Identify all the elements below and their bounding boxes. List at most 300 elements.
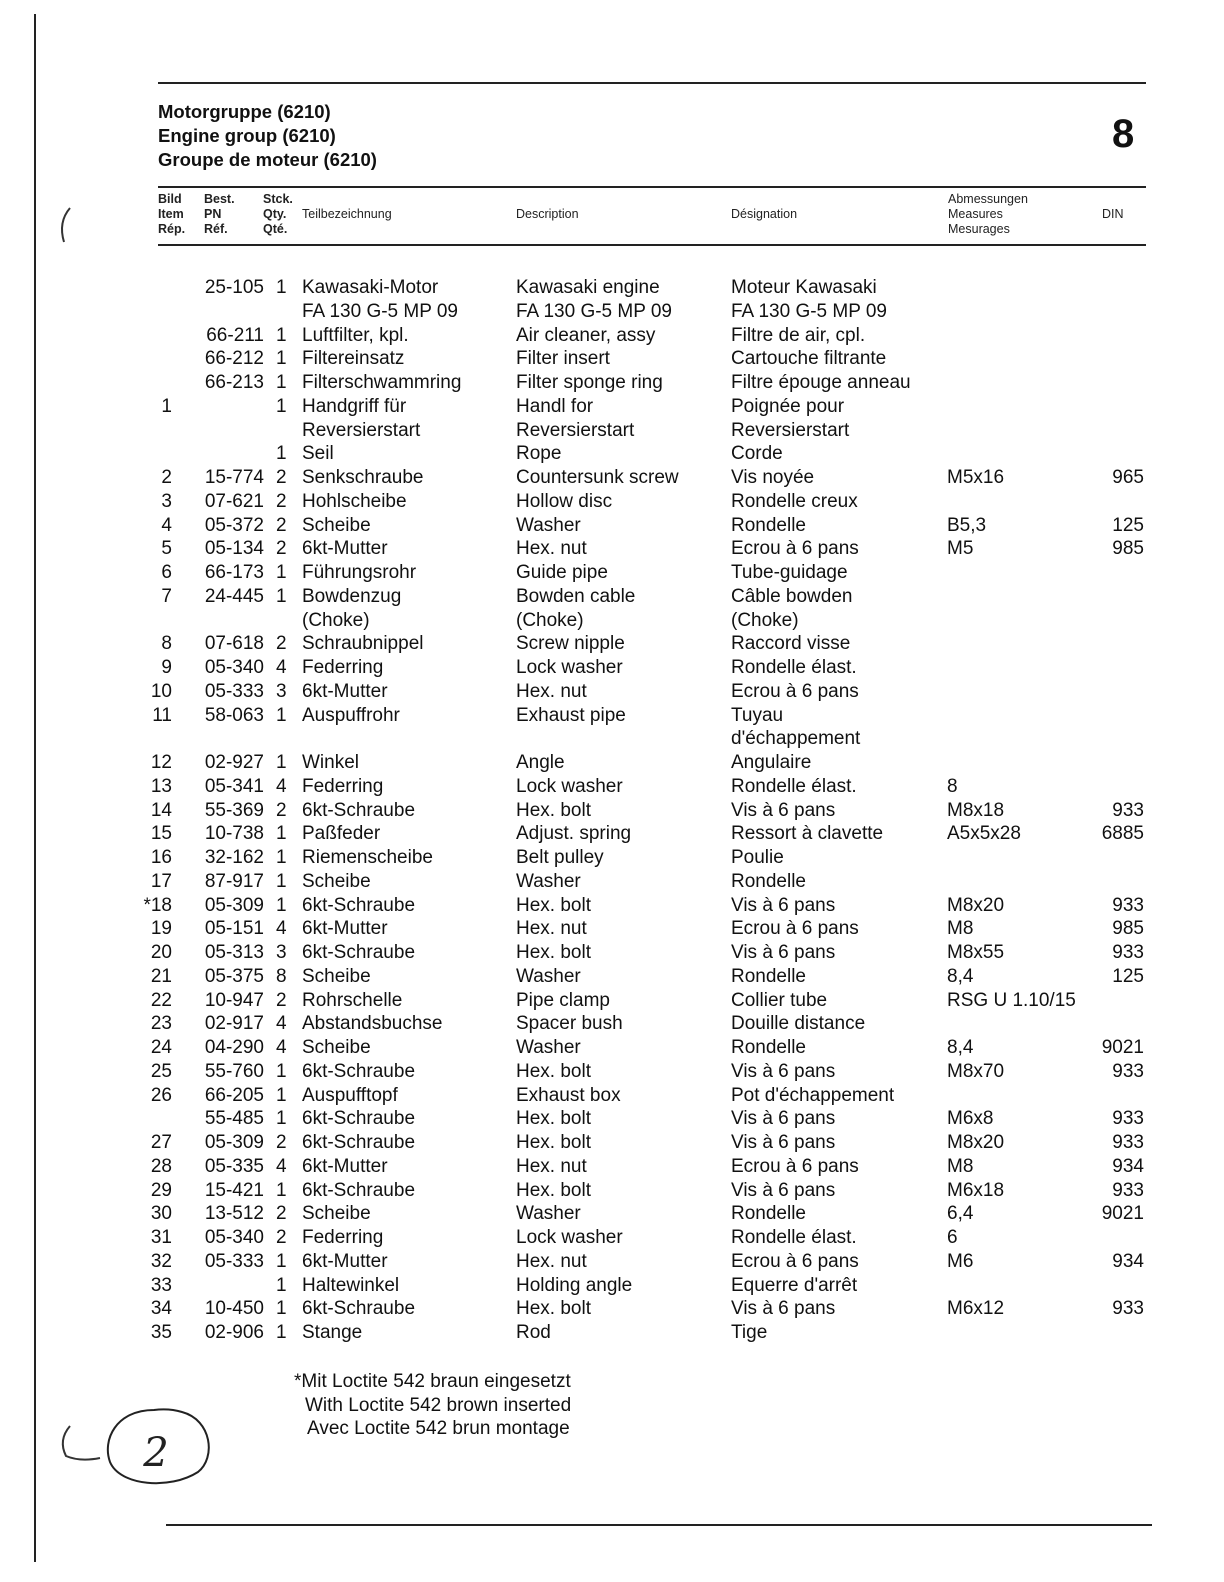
item-number: 15 <box>150 823 172 845</box>
english-description: Hex. nut <box>516 1250 587 1272</box>
part-number: 10-450 <box>204 1298 264 1320</box>
part-number: 66-205 <box>204 1084 264 1106</box>
quantity: 2 <box>276 1227 287 1248</box>
page-number: 8 <box>1112 112 1135 156</box>
din-number: 6885 <box>1101 823 1144 845</box>
french-designation: Reversierstart <box>731 419 850 441</box>
item-number: 26 <box>150 1084 172 1106</box>
quantity: 1 <box>276 752 287 773</box>
part-number: 04-290 <box>204 1037 264 1058</box>
german-name: Federring <box>302 1227 384 1248</box>
pen-hook-mark <box>63 1426 100 1460</box>
item-number: 27 <box>150 1132 172 1153</box>
item-number: 9 <box>161 657 172 678</box>
quantity: 4 <box>276 1037 287 1058</box>
item-number: 4 <box>161 514 172 536</box>
handwritten-circle <box>108 1409 209 1483</box>
french-designation: Tige <box>731 1322 768 1343</box>
french-designation: FA 130 G-5 MP 09 <box>731 300 887 322</box>
item-number: 16 <box>150 847 172 868</box>
part-number: 66-173 <box>204 562 264 583</box>
french-designation: Vis à 6 pans <box>731 1132 836 1153</box>
english-description: Washer <box>516 514 581 536</box>
german-name: 6kt-Schraube <box>302 894 416 916</box>
din-number: 125 <box>1112 514 1144 536</box>
item-number: 30 <box>150 1203 172 1225</box>
parts-row <box>0 989 1224 1013</box>
measures: M6 <box>947 1250 974 1272</box>
german-name: Seil <box>302 443 334 465</box>
french-designation: Vis à 6 pans <box>731 1179 836 1201</box>
french-designation: Angulaire <box>731 752 812 773</box>
german-name: 6kt-Schraube <box>302 799 416 821</box>
french-designation: Rondelle <box>731 514 806 536</box>
parts-row <box>0 561 1224 585</box>
parts-row <box>0 585 1224 609</box>
french-designation: Rondelle <box>731 870 806 892</box>
parts-row <box>0 1036 1224 1060</box>
column-header-item: Bild Item Rép. <box>158 192 186 236</box>
title-english: Engine group (6210) <box>158 125 336 146</box>
item-number: 7 <box>161 585 172 607</box>
quantity: 1 <box>276 1060 287 1082</box>
quantity: 1 <box>276 1274 287 1296</box>
din-number: 933 <box>1112 1132 1144 1153</box>
parts-row <box>0 1131 1224 1155</box>
german-name: Filtereinsatz <box>302 348 405 370</box>
quantity: 4 <box>276 657 287 678</box>
french-designation: Câble bowden <box>731 585 853 607</box>
header-rule-top <box>158 186 1146 188</box>
parts-row <box>0 466 1224 490</box>
part-number: 05-335 <box>204 1155 264 1177</box>
english-description: Lock washer <box>516 775 623 797</box>
quantity: 1 <box>276 324 287 346</box>
item-number: 19 <box>150 918 172 940</box>
parts-row <box>0 822 1224 846</box>
english-description: Holding angle <box>516 1274 633 1296</box>
english-description: Belt pulley <box>516 847 604 868</box>
din-number: 985 <box>1112 918 1144 940</box>
english-description: Filter sponge ring <box>516 372 663 393</box>
column-header-teilbezeichnung: Teilbezeichnung <box>302 207 392 221</box>
quantity: 1 <box>276 704 287 726</box>
french-designation: Tube-guidage <box>731 562 848 583</box>
measures: M6x18 <box>947 1179 1005 1201</box>
quantity: 1 <box>276 1108 287 1130</box>
german-name: Luftfilter, kpl. <box>302 324 409 346</box>
english-description: Hex. nut <box>516 1155 587 1177</box>
german-name: Scheibe <box>302 1037 371 1058</box>
quantity: 1 <box>276 847 287 868</box>
parts-row <box>0 1012 1224 1036</box>
quantity: 1 <box>276 1298 287 1320</box>
din-number: 9021 <box>1101 1203 1144 1225</box>
din-number: 933 <box>1112 1108 1144 1130</box>
german-name: 6kt-Schraube <box>302 1060 416 1082</box>
french-designation: Vis noyée <box>731 467 815 488</box>
measures: M8x18 <box>947 799 1005 821</box>
quantity: 1 <box>276 277 287 298</box>
part-number: 66-212 <box>204 348 264 370</box>
english-description: Pipe clamp <box>516 989 610 1011</box>
parts-row <box>0 799 1224 823</box>
english-description: Washer <box>516 1037 581 1058</box>
german-name: Abstandsbuchse <box>302 1013 443 1035</box>
french-designation: Moteur Kawasaki <box>731 277 877 298</box>
parts-row <box>0 680 1224 704</box>
english-description: Hex. bolt <box>516 894 591 916</box>
part-number: 05-333 <box>204 1250 264 1272</box>
french-designation: Vis à 6 pans <box>731 1060 836 1082</box>
french-designation: Rondelle <box>731 1037 806 1058</box>
english-description: FA 130 G-5 MP 09 <box>516 300 672 322</box>
part-number: 58-063 <box>204 704 264 726</box>
english-description: Hex. bolt <box>516 1060 591 1082</box>
din-number: 933 <box>1112 894 1144 916</box>
parts-row <box>0 1202 1224 1226</box>
german-name: 6kt-Mutter <box>302 538 388 560</box>
item-number: 1 <box>161 395 172 417</box>
french-designation: Collier tube <box>731 989 828 1011</box>
quantity: 1 <box>276 372 287 393</box>
part-number: 55-485 <box>204 1108 264 1130</box>
french-designation: Tuyau <box>731 704 784 726</box>
french-designation: Ecrou à 6 pans <box>731 1250 859 1272</box>
english-description: Exhaust box <box>516 1084 621 1106</box>
measures: M8x20 <box>947 1132 1005 1153</box>
french-designation: Equerre d'arrêt <box>731 1274 858 1296</box>
quantity: 1 <box>276 1179 287 1201</box>
item-number: 31 <box>150 1227 172 1248</box>
french-designation: d'échappement <box>731 728 861 750</box>
part-number: 05-340 <box>204 657 264 678</box>
quantity: 2 <box>276 1203 287 1225</box>
din-number: 965 <box>1112 467 1144 488</box>
item-number: 29 <box>150 1179 172 1201</box>
footnote-german: *Mit Loctite 542 braun eingesetzt <box>294 1371 571 1392</box>
title-german: Motorgruppe (6210) <box>158 101 331 122</box>
english-description: Rod <box>516 1322 551 1343</box>
part-number: 55-760 <box>204 1060 264 1082</box>
english-description: Screw nipple <box>516 633 625 655</box>
english-description: Guide pipe <box>516 562 608 583</box>
german-name: Riemenscheibe <box>302 847 433 868</box>
column-header-qty: Stck. Qty. Qté. <box>263 192 293 236</box>
german-name: Senkschraube <box>302 467 424 488</box>
quantity: 1 <box>276 1250 287 1272</box>
quantity: 1 <box>276 870 287 892</box>
german-name: Federring <box>302 657 384 678</box>
measures: 6 <box>947 1227 958 1248</box>
french-designation: Rondelle élast. <box>731 1227 857 1248</box>
parts-row <box>0 1250 1224 1274</box>
french-designation: Filtre de air, cpl. <box>731 324 866 346</box>
quantity: 1 <box>276 1322 287 1343</box>
part-number: 05-340 <box>204 1227 264 1248</box>
french-designation: Poignée pour <box>731 395 845 417</box>
german-name: Auspufftopf <box>302 1084 398 1106</box>
part-number: 05-333 <box>204 680 264 702</box>
english-description: Exhaust pipe <box>516 704 626 726</box>
french-designation: Ecrou à 6 pans <box>731 1155 859 1177</box>
german-name: Scheibe <box>302 1203 371 1225</box>
french-designation: Rondelle <box>731 1203 806 1225</box>
part-number: 25-105 <box>204 277 264 298</box>
item-number: 6 <box>161 562 172 583</box>
english-description: Washer <box>516 1203 581 1225</box>
french-designation: Vis à 6 pans <box>731 1108 836 1130</box>
footnote <box>294 1370 571 1441</box>
din-number: 933 <box>1112 942 1144 963</box>
english-description: Hex. nut <box>516 918 587 940</box>
parts-row <box>0 300 1224 324</box>
item-number: 24 <box>150 1037 172 1058</box>
parts-row <box>0 1060 1224 1084</box>
german-name: 6kt-Mutter <box>302 1155 388 1177</box>
quantity: 2 <box>276 467 287 488</box>
parts-list <box>0 276 1224 1345</box>
parts-row <box>0 324 1224 348</box>
parts-row <box>0 276 1224 300</box>
din-number: 125 <box>1112 965 1144 987</box>
english-description: Filter insert <box>516 348 610 370</box>
part-number: 07-618 <box>204 633 264 655</box>
footnote-english: With Loctite 542 brown inserted <box>305 1394 572 1416</box>
french-designation: Poulie <box>731 847 784 868</box>
parts-row <box>0 917 1224 941</box>
part-number: 15-774 <box>204 467 264 488</box>
item-number: 8 <box>161 633 172 655</box>
column-header-designation: Désignation <box>731 207 798 221</box>
french-designation: Rondelle <box>731 965 806 987</box>
german-name: Paßfeder <box>302 823 381 845</box>
measures: M8 <box>947 1155 974 1177</box>
english-description: Countersunk screw <box>516 467 679 488</box>
header-rule-bottom <box>158 244 1146 246</box>
item-number: 10 <box>150 680 172 702</box>
german-name: Bowdenzug <box>302 585 402 607</box>
measures: 6,4 <box>947 1203 974 1225</box>
english-description: Kawasaki engine <box>516 277 660 298</box>
parts-row <box>0 537 1224 561</box>
english-description: Air cleaner, assy <box>516 324 656 346</box>
english-description: Spacer bush <box>516 1013 623 1035</box>
quantity: 2 <box>276 633 287 655</box>
german-name: Haltewinkel <box>302 1274 400 1296</box>
quantity: 2 <box>276 514 287 536</box>
part-number: 05-372 <box>204 514 264 536</box>
english-description: Lock washer <box>516 657 623 678</box>
french-designation: Rondelle creux <box>731 490 858 512</box>
measures: M8x20 <box>947 894 1005 916</box>
din-number: 933 <box>1112 1298 1144 1320</box>
english-description: Hex. bolt <box>516 942 591 963</box>
french-designation: Corde <box>731 443 783 465</box>
quantity: 1 <box>276 823 287 845</box>
item-number: 2 <box>161 467 172 488</box>
din-number: 9021 <box>1101 1037 1144 1058</box>
german-name: Rohrschelle <box>302 989 403 1011</box>
column-header-measures: Abmessungen Measures Mesurages <box>948 192 1028 236</box>
german-name: Federring <box>302 775 384 797</box>
quantity: 1 <box>276 562 287 583</box>
measures: M8 <box>947 918 974 940</box>
french-designation: (Choke) <box>731 609 799 631</box>
german-name: 6kt-Schraube <box>302 1179 416 1201</box>
din-number: 985 <box>1112 538 1144 560</box>
german-name: Kawasaki-Motor <box>302 277 439 298</box>
french-designation: Rondelle élast. <box>731 657 857 678</box>
column-header-description: Description <box>516 207 579 221</box>
parts-row <box>0 395 1224 419</box>
french-designation: Ecrou à 6 pans <box>731 680 859 702</box>
french-designation: Vis à 6 pans <box>731 942 836 963</box>
english-description: Reversierstart <box>516 419 635 441</box>
german-name: 6kt-Schraube <box>302 1298 416 1320</box>
parts-row <box>0 846 1224 870</box>
quantity: 1 <box>276 585 287 607</box>
german-name: Führungsrohr <box>302 562 417 583</box>
quantity: 1 <box>276 443 287 465</box>
german-name: Scheibe <box>302 965 371 987</box>
part-number: 05-341 <box>204 775 264 797</box>
german-name: Scheibe <box>302 514 371 536</box>
french-designation: Pot d'échappement <box>731 1084 895 1106</box>
german-name: Stange <box>302 1322 363 1343</box>
top-rule <box>158 82 1146 84</box>
din-number: 933 <box>1112 1179 1144 1201</box>
item-number: 13 <box>150 775 172 797</box>
quantity: 8 <box>276 965 287 987</box>
german-name: Filterschwammring <box>302 372 462 393</box>
part-number: 13-512 <box>204 1203 264 1225</box>
parts-row <box>0 656 1224 680</box>
parts-row <box>0 965 1224 989</box>
german-name: 6kt-Mutter <box>302 918 388 940</box>
parts-row <box>0 894 1224 918</box>
parts-row <box>0 609 1224 633</box>
din-number: 933 <box>1112 799 1144 821</box>
french-designation: Ecrou à 6 pans <box>731 538 859 560</box>
measures: 8 <box>947 775 958 797</box>
measures: M8x70 <box>947 1060 1005 1082</box>
quantity: 2 <box>276 799 287 821</box>
parts-row <box>0 419 1224 443</box>
quantity: 1 <box>276 348 287 370</box>
column-header-din: DIN <box>1102 207 1124 221</box>
item-number: 23 <box>150 1013 172 1035</box>
quantity: 4 <box>276 1155 287 1177</box>
parts-row <box>0 442 1224 466</box>
din-number: 934 <box>1112 1250 1144 1272</box>
part-number: 55-369 <box>204 799 264 821</box>
part-number: 05-134 <box>204 538 264 560</box>
parts-row <box>0 371 1224 395</box>
german-name: (Choke) <box>302 609 370 631</box>
item-number: 32 <box>150 1250 172 1272</box>
german-name: 6kt-Mutter <box>302 1250 388 1272</box>
english-description: Hex. bolt <box>516 1132 591 1153</box>
item-number: 17 <box>150 870 172 892</box>
german-name: 6kt-Schraube <box>302 1132 416 1153</box>
column-header-pn: Best. PN Réf. <box>204 192 235 236</box>
measures: A5x5x28 <box>947 823 1021 845</box>
quantity: 2 <box>276 1132 287 1153</box>
item-number: 22 <box>150 989 172 1011</box>
german-name: Scheibe <box>302 870 371 892</box>
german-name: Handgriff für <box>302 395 407 417</box>
french-designation: Vis à 6 pans <box>731 799 836 821</box>
english-description: Washer <box>516 870 581 892</box>
french-designation: Vis à 6 pans <box>731 1298 836 1320</box>
parts-row <box>0 751 1224 775</box>
french-designation: Filtre épouge anneau <box>731 372 911 393</box>
part-number: 24-445 <box>204 585 264 607</box>
item-number: 12 <box>150 752 172 773</box>
french-designation: Rondelle élast. <box>731 775 857 797</box>
handwritten-number: 2 <box>143 1430 169 1476</box>
english-description: Hex. bolt <box>516 1108 591 1130</box>
part-number: 02-906 <box>204 1322 264 1343</box>
english-description: Hex. nut <box>516 538 587 560</box>
german-name: Schraubnippel <box>302 633 424 655</box>
english-description: Washer <box>516 965 581 987</box>
german-name: Auspuffrohr <box>302 704 400 726</box>
german-name: 6kt-Mutter <box>302 680 388 702</box>
parts-row <box>0 490 1224 514</box>
bottom-rule <box>166 1524 1152 1526</box>
group-titles <box>158 100 377 172</box>
german-name: Winkel <box>302 752 360 773</box>
part-number: 05-309 <box>204 894 264 916</box>
english-description: Bowden cable <box>516 585 636 607</box>
part-number: 10-947 <box>204 989 264 1011</box>
measures: M6x12 <box>947 1298 1005 1320</box>
quantity: 1 <box>276 894 287 916</box>
parts-row <box>0 347 1224 371</box>
quantity: 2 <box>276 989 287 1011</box>
quantity: 2 <box>276 538 287 560</box>
measures: M5x16 <box>947 467 1005 488</box>
quantity: 4 <box>276 1013 287 1035</box>
parts-row <box>0 1297 1224 1321</box>
quantity: 3 <box>276 942 287 963</box>
measures: M5 <box>947 538 974 560</box>
english-description: Hex. bolt <box>516 1179 591 1201</box>
quantity: 4 <box>276 918 287 940</box>
part-number: 05-375 <box>204 965 264 987</box>
parts-row <box>0 1084 1224 1108</box>
item-number: 5 <box>161 538 172 560</box>
english-description: Hex. bolt <box>516 799 591 821</box>
part-number: 05-309 <box>204 1132 264 1153</box>
parts-row <box>0 941 1224 965</box>
french-designation: Raccord visse <box>731 633 851 655</box>
measures: M8x55 <box>947 942 1005 963</box>
din-number: 934 <box>1112 1155 1144 1177</box>
parts-row <box>0 1107 1224 1131</box>
part-number: 10-738 <box>204 823 264 845</box>
french-designation: Ecrou à 6 pans <box>731 918 859 940</box>
english-description: Hex. nut <box>516 680 587 702</box>
parts-row <box>0 1155 1224 1179</box>
quantity: 1 <box>276 1084 287 1106</box>
quantity: 2 <box>276 490 287 512</box>
english-description: (Choke) <box>516 609 584 631</box>
german-name: 6kt-Schraube <box>302 942 416 963</box>
part-number: 66-213 <box>204 372 264 393</box>
